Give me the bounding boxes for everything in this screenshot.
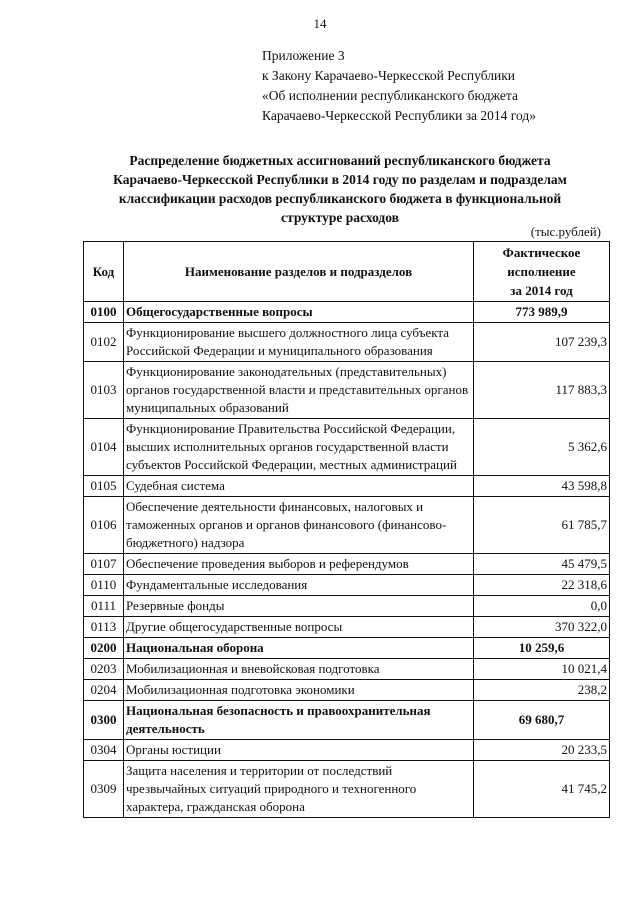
table-row: [84, 617, 610, 638]
row-code: 0113: [84, 617, 124, 638]
table-row: [84, 554, 610, 575]
row-value: 69 680,7: [474, 701, 610, 740]
table-header-row: [84, 242, 610, 302]
budget-table: [83, 241, 610, 818]
row-name: Другие общегосударственные вопросы: [124, 617, 474, 638]
row-value: 45 479,5: [474, 554, 610, 575]
table-row: [84, 761, 610, 818]
row-value: 41 745,2: [474, 761, 610, 818]
header-value: [474, 242, 610, 302]
row-name: Функционирование законодательных (представительных) органов государственной власти и представительных органов муниципальных образований: [124, 362, 474, 419]
header-value-line-2: исполнение: [507, 264, 576, 279]
table-row: [84, 419, 610, 476]
row-name: Общегосударственные вопросы: [124, 302, 474, 323]
table-row: [84, 638, 610, 659]
row-value: 61 785,7: [474, 497, 610, 554]
row-value: 117 883,3: [474, 362, 610, 419]
table-body: [84, 302, 610, 818]
title-line-3: классификации расходов республиканского бюджета в функциональной: [118, 191, 562, 206]
row-value: 20 233,5: [474, 740, 610, 761]
table-row: [84, 701, 610, 740]
row-code: 0110: [84, 575, 124, 596]
appendix-line-4: Карачаево-Черкесской Республики за 2014 год»: [262, 108, 536, 123]
appendix-line-3: «Об исполнении республиканского бюджета: [262, 88, 518, 103]
header-value-line-3: за 2014 год: [510, 283, 573, 298]
row-name: Судебная система: [124, 476, 474, 497]
row-name: Обеспечение деятельности финансовых, налоговых и таможенных органов и органов финансового (финансово-бюджетного) надзора: [124, 497, 474, 554]
title-line-4: структуре расходов: [281, 210, 399, 225]
document-title: [70, 151, 610, 227]
appendix-line-2: к Закону Карачаево-Черкесской Республики: [262, 68, 515, 83]
row-code: 0203: [84, 659, 124, 680]
row-value: 43 598,8: [474, 476, 610, 497]
row-name: Мобилизационная подготовка экономики: [124, 680, 474, 701]
row-code: 0204: [84, 680, 124, 701]
row-name: Органы юстиции: [124, 740, 474, 761]
table-row: [84, 740, 610, 761]
row-name: Национальная безопасность и правоохранительная деятельность: [124, 701, 474, 740]
row-code: 0309: [84, 761, 124, 818]
header-code: Код: [84, 242, 124, 302]
row-code: 0106: [84, 497, 124, 554]
row-code: 0104: [84, 419, 124, 476]
page-number: 14: [313, 16, 327, 31]
table-row: [84, 497, 610, 554]
row-name: Национальная оборона: [124, 638, 474, 659]
row-value: 107 239,3: [474, 323, 610, 362]
row-name: Резервные фонды: [124, 596, 474, 617]
units-label: (тыс.рублей): [530, 224, 601, 239]
appendix-line-1: Приложение 3: [262, 48, 345, 63]
row-name: Обеспечение проведения выборов и референдумов: [124, 554, 474, 575]
row-code: 0102: [84, 323, 124, 362]
header-name: Наименование разделов и подразделов: [124, 242, 474, 302]
row-code: 0100: [84, 302, 124, 323]
row-value: 0,0: [474, 596, 610, 617]
title-line-2: Карачаево-Черкесской Республики в 2014 году по разделам и подразделам: [113, 172, 567, 187]
row-value: 370 322,0: [474, 617, 610, 638]
row-code: 0107: [84, 554, 124, 575]
row-code: 0111: [84, 596, 124, 617]
table-row: [84, 659, 610, 680]
table-row: [84, 575, 610, 596]
row-value: 5 362,6: [474, 419, 610, 476]
row-value: 10 021,4: [474, 659, 610, 680]
row-code: 0103: [84, 362, 124, 419]
table-row: [84, 596, 610, 617]
table-row: [84, 476, 610, 497]
table-row: [84, 323, 610, 362]
row-name: Фундаментальные исследования: [124, 575, 474, 596]
table-row: [84, 302, 610, 323]
row-value: 10 259,6: [474, 638, 610, 659]
row-name: Защита населения и территории от последствий чрезвычайных ситуаций природного и техногенного характера, гражданская оборона: [124, 761, 474, 818]
row-value: 238,2: [474, 680, 610, 701]
table-row: [84, 362, 610, 419]
row-code: 0300: [84, 701, 124, 740]
header-value-line-1: Фактическое: [502, 245, 581, 260]
row-name: Функционирование Правительства Российской Федерации, высших исполнительных органов государственной власти субъектов Российской Федерации, местных администраций: [124, 419, 474, 476]
title-line-1: Распределение бюджетных ассигнований республиканского бюджета: [129, 153, 551, 168]
row-code: 0105: [84, 476, 124, 497]
row-value: 773 989,9: [474, 302, 610, 323]
row-name: Функционирование высшего должностного лица субъекта Российской Федерации и муниципального образования: [124, 323, 474, 362]
appendix-header: [262, 46, 536, 126]
row-code: 0200: [84, 638, 124, 659]
table-row: [84, 680, 610, 701]
row-value: 22 318,6: [474, 575, 610, 596]
row-code: 0304: [84, 740, 124, 761]
row-name: Мобилизационная и вневойсковая подготовка: [124, 659, 474, 680]
